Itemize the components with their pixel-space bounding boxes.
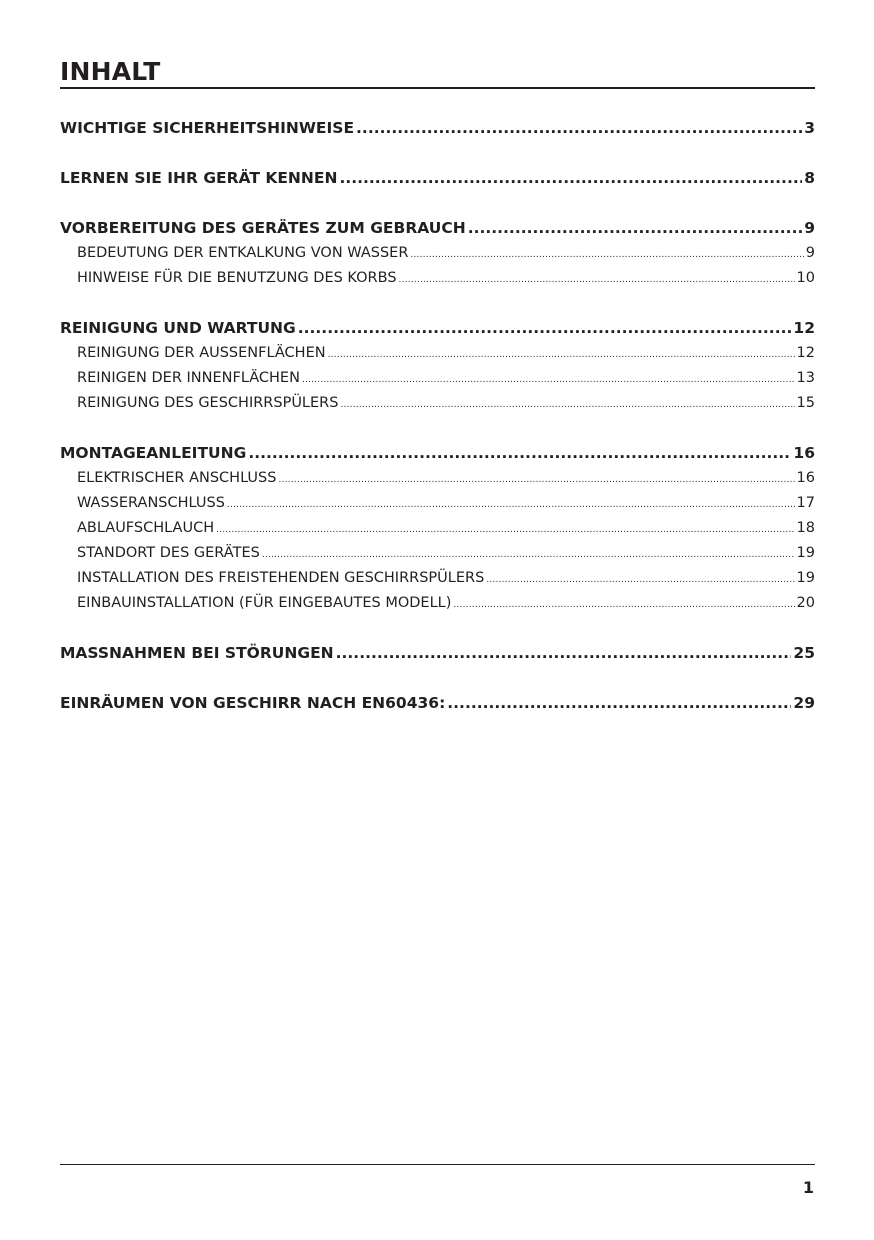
page-title: INHALT xyxy=(60,57,161,86)
toc-dot-leader xyxy=(468,216,802,240)
toc-dot-leader xyxy=(356,116,802,140)
page-number: 1 xyxy=(802,1178,814,1197)
toc-subentry-label: REINIGUNG DES GESCHIRRSPÜLERS xyxy=(77,395,339,411)
toc-dot-leader xyxy=(486,568,794,592)
toc-dot-leader xyxy=(410,243,803,267)
toc-subentry-page: 17 xyxy=(796,495,815,511)
toc-subentry-page: 20 xyxy=(796,595,815,611)
toc-dot-leader xyxy=(248,441,791,465)
toc-subentry[interactable] xyxy=(60,591,815,615)
toc-entry[interactable] xyxy=(60,316,815,340)
toc-subentry[interactable] xyxy=(60,541,815,565)
toc-subentry-page: 19 xyxy=(796,570,815,586)
toc-dot-leader xyxy=(340,393,794,417)
toc-entry-page: 3 xyxy=(804,119,815,137)
toc-subentry-page: 16 xyxy=(796,470,815,486)
toc-subentry-label: REINIGUNG DER AUSSENFLÄCHEN xyxy=(77,345,326,361)
toc-subentry[interactable] xyxy=(60,366,815,390)
toc-dot-leader xyxy=(227,493,795,517)
toc-entry-page: 29 xyxy=(793,694,815,712)
toc-entry-page: 9 xyxy=(804,219,815,237)
toc-entry[interactable] xyxy=(60,216,815,240)
toc-subentry-label: HINWEISE FÜR DIE BENUTZUNG DES KORBS xyxy=(77,270,397,286)
toc-dot-leader xyxy=(447,691,791,715)
toc-subentry[interactable] xyxy=(60,466,815,490)
toc-subentry-label: EINBAUINSTALLATION (FÜR EINGEBAUTES MODELL) xyxy=(77,595,452,611)
toc-entry-label: MONTAGEANLEITUNG xyxy=(60,444,247,462)
toc-subentry[interactable] xyxy=(60,391,815,415)
toc-entry-page: 16 xyxy=(793,444,815,462)
toc-subentry-page: 9 xyxy=(805,245,815,261)
toc-subentry[interactable] xyxy=(60,566,815,590)
toc-entry-label: REINIGUNG UND WARTUNG xyxy=(60,319,296,337)
toc-dot-leader xyxy=(339,166,802,190)
toc-subentry-page: 15 xyxy=(796,395,815,411)
toc-entry-page: 12 xyxy=(793,319,815,337)
toc-subentry-page: 10 xyxy=(796,270,815,286)
toc-subentry-label: STANDORT DES GERÄTES xyxy=(77,545,260,561)
toc-dot-leader xyxy=(336,641,792,665)
toc-subentry[interactable] xyxy=(60,266,815,290)
toc-entry[interactable] xyxy=(60,166,815,190)
toc-subentry-label: REINIGEN DER INNENFLÄCHEN xyxy=(77,370,300,386)
toc-subentry-label: INSTALLATION DES FREISTEHENDEN GESCHIRRSPÜLERS xyxy=(77,570,485,586)
toc-dot-leader xyxy=(216,518,794,542)
toc-subentry-label: ABLAUFSCHLAUCH xyxy=(77,520,215,536)
toc-dot-leader xyxy=(453,593,794,617)
toc-entry[interactable] xyxy=(60,691,815,715)
toc-subentry[interactable] xyxy=(60,516,815,540)
toc-subentry-label: ELEKTRISCHER ANSCHLUSS xyxy=(77,470,277,486)
toc-entry[interactable] xyxy=(60,441,815,465)
toc-subentry-label: WASSERANSCHLUSS xyxy=(77,495,225,511)
toc-entry[interactable] xyxy=(60,641,815,665)
toc-dot-leader xyxy=(328,343,795,367)
toc-subentry-label: BEDEUTUNG DER ENTKALKUNG VON WASSER xyxy=(77,245,409,261)
toc-entry[interactable] xyxy=(60,116,815,140)
toc-subentry[interactable] xyxy=(60,341,815,365)
toc-entry-label: VORBEREITUNG DES GERÄTES ZUM GEBRAUCH xyxy=(60,219,466,237)
toc-entry-label: MASSNAHMEN BEI STÖRUNGEN xyxy=(60,644,334,662)
toc-dot-leader xyxy=(399,268,795,292)
toc-entry-page: 8 xyxy=(804,169,815,187)
toc-subentry-page: 13 xyxy=(796,370,815,386)
toc-dot-leader xyxy=(262,543,795,567)
footer-divider xyxy=(60,1164,815,1165)
toc-dot-leader xyxy=(278,468,794,492)
toc-dot-leader xyxy=(298,316,792,340)
toc-subentry[interactable] xyxy=(60,241,815,265)
toc-entry-page: 25 xyxy=(793,644,815,662)
toc-subentry[interactable] xyxy=(60,491,815,515)
toc-entry-label: LERNEN SIE IHR GERÄT KENNEN xyxy=(60,169,338,187)
toc-subentry-page: 18 xyxy=(796,520,815,536)
toc-entry-label: EINRÄUMEN VON GESCHIRR NACH EN60436: xyxy=(60,694,446,712)
toc-subentry-page: 19 xyxy=(796,545,815,561)
toc-entry-label: WICHTIGE SICHERHEITSHINWEISE xyxy=(60,119,355,137)
toc-subentry-page: 12 xyxy=(796,345,815,361)
toc-dot-leader xyxy=(302,368,795,392)
